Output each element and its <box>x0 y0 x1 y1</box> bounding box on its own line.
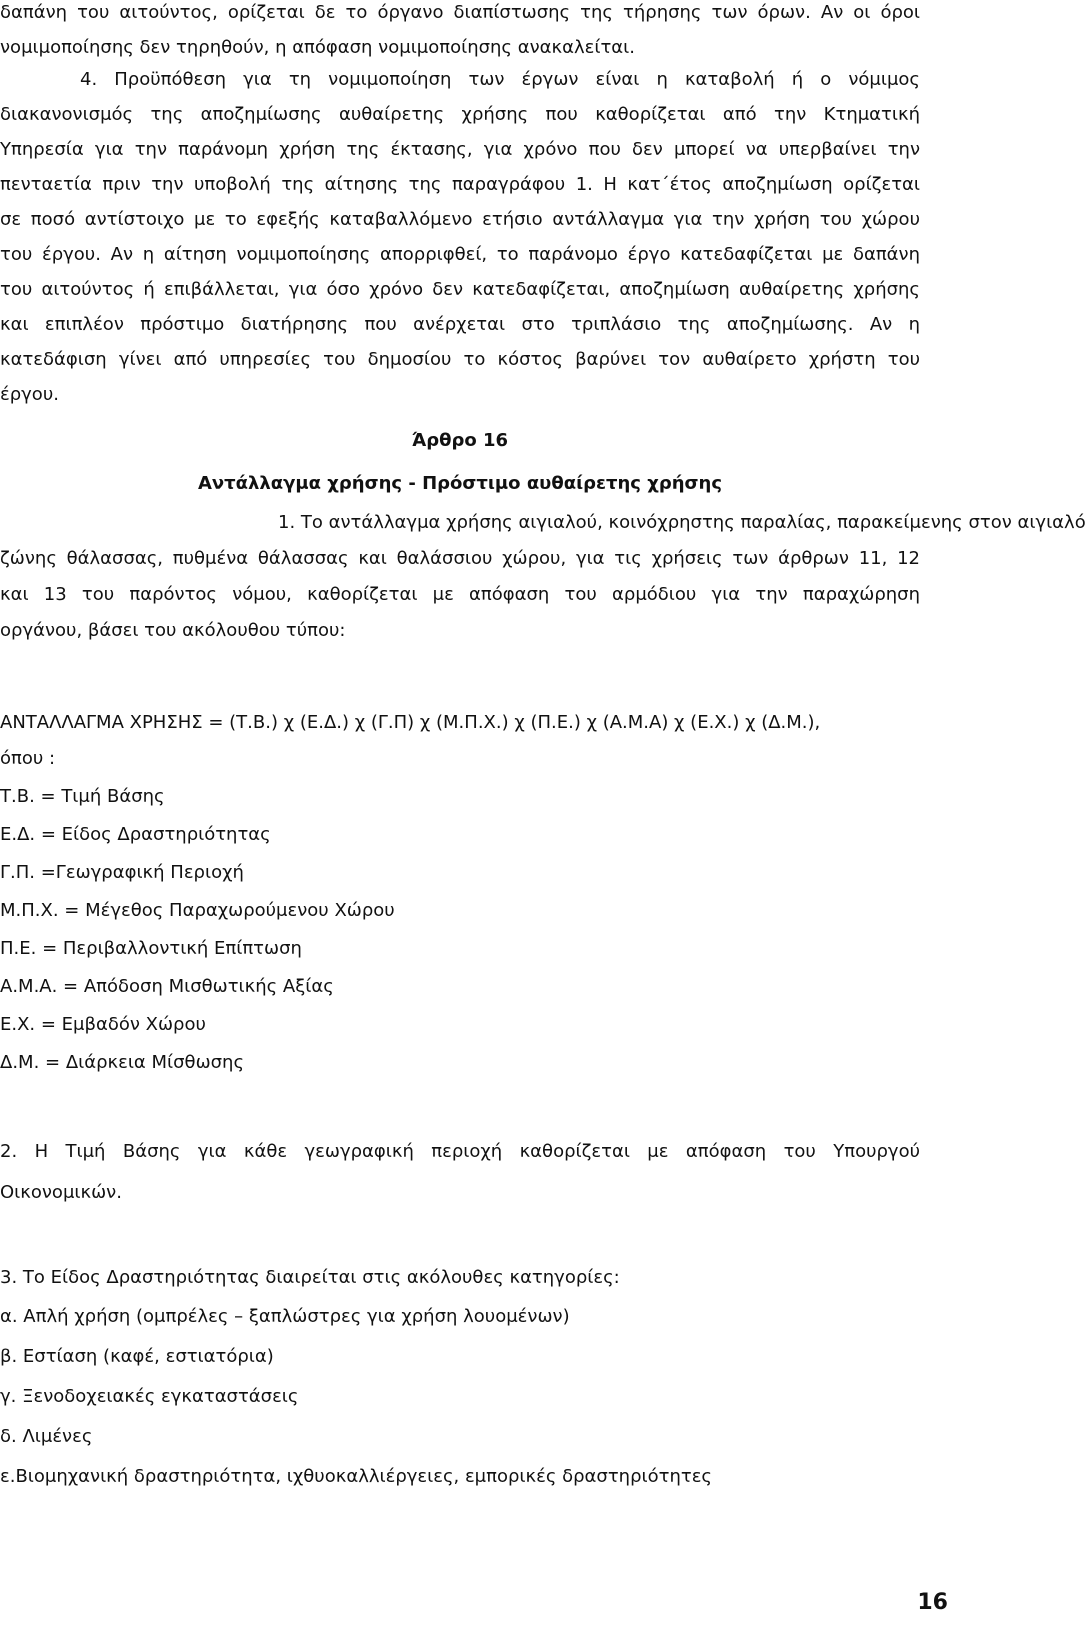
definition-item: Π.Ε. = Περιβαλλοντική Επίπτωση <box>0 938 302 959</box>
text-line: ζώνης θάλασσας, πυθμένα θάλασσας και θαλάσσιου χώρου, για τις χρήσεις των άρθρων 11, 12 <box>0 548 920 569</box>
text-line: 3. Το Είδος Δραστηριότητας διαιρείται στις ακόλουθες κατηγορίες: <box>0 1267 620 1288</box>
list-item: δ. Λιμένες <box>0 1426 93 1447</box>
text-line: διακανονισμός της αποζημίωσης αυθαίρετης χρήσης που καθορίζεται από την Κτηματική <box>0 104 920 125</box>
text-line: 4. Προϋπόθεση για τη νομιμοποίηση των έργων είναι η καταβολή ή ο νόμιμος <box>80 69 920 90</box>
text-line: 1. Το αντάλλαγμα χρήσης αιγιαλού, κοινόχρηστης παραλίας, παρακείμενης στον αιγιαλό <box>278 512 1086 533</box>
list-item: γ. Ξενοδοχειακές εγκαταστάσεις <box>0 1386 299 1407</box>
definition-item: Ε.Δ. = Είδος Δραστηριότητας <box>0 824 271 845</box>
text-line: οργάνου, βάσει του ακόλουθου τύπου: <box>0 620 346 641</box>
text-line: νομιμοποίησης δεν τηρηθούν, η απόφαση νομιμοποίησης ανακαλείται. <box>0 37 635 58</box>
text-line: του έργου. Αν η αίτηση νομιμοποίησης απορριφθεί, το παράνομο έργο κατεδαφίζεται με δαπάνη <box>0 244 920 265</box>
formula-where: όπου : <box>0 748 56 769</box>
text-line: κατεδάφιση γίνει από υπηρεσίες του δημοσίου το κόστος βαρύνει τον αυθαίρετο χρήστη του <box>0 349 920 370</box>
article-title: Άρθρο 16 <box>411 430 509 451</box>
definition-item: Α.Μ.Α. = Απόδοση Μισθωτικής Αξίας <box>0 976 334 997</box>
text-line: και 13 του παρόντος νόμου, καθορίζεται με απόφαση του αρμόδιου για την παραχώρηση <box>0 584 920 605</box>
text-line: σε ποσό αντίστοιχο με το εφεξής καταβαλλόμενο ετήσιο αντάλλαγμα για την χρήση του χώρου <box>0 209 920 230</box>
formula-line: ΑΝΤΑΛΛΑΓΜΑ ΧΡΗΣΗΣ = (Τ.Β.) χ (Ε.Δ.) χ (Γ.Π) χ (Μ.Π.Χ.) χ (Π.Ε.) χ (Α.Μ.Α) χ (Ε.Χ.) χ (Δ.Μ.), <box>0 712 821 733</box>
text-line: δαπάνη του αιτούντος, ορίζεται δε το όργανο διαπίστωσης της τήρησης των όρων. Αν οι όροι <box>0 2 920 23</box>
definition-item: Δ.Μ. = Διάρκεια Μίσθωσης <box>0 1052 245 1073</box>
text-line: Οικονομικών. <box>0 1182 122 1203</box>
list-item: ε.Βιομηχανική δραστηριότητα, ιχθυοκαλλιέργειες, εμπορικές δραστηριότητες <box>0 1466 712 1487</box>
page-number: 16 <box>917 1590 948 1615</box>
text-line: έργου. <box>0 384 59 405</box>
text-line: του αιτούντος ή επιβάλλεται, για όσο χρόνο δεν κατεδαφίζεται, αποζημίωση αυθαίρετης χρήσης <box>0 279 920 300</box>
text-line: πενταετία πριν την υποβολή της αίτησης της παραγράφου 1. Η κατ΄έτος αποζημίωση ορίζεται <box>0 174 920 195</box>
definition-item: Ε.Χ. = Εμβαδόν Χώρου <box>0 1014 206 1035</box>
text-line: 2. Η Τιμή Βάσης για κάθε γεωγραφική περιοχή καθορίζεται με απόφαση του Υπουργού <box>0 1141 920 1162</box>
article-subtitle: Αντάλλαγμα χρήσης - Πρόστιμο αυθαίρετης χρήσης <box>197 473 723 494</box>
list-item: α. Απλή χρήση (ομπρέλες – ξαπλώστρες για χρήση λουομένων) <box>0 1306 570 1327</box>
definition-item: Γ.Π. =Γεωγραφική Περιοχή <box>0 862 244 883</box>
definition-item: Μ.Π.Χ. = Μέγεθος Παραχωρούμενου Χώρου <box>0 900 395 921</box>
list-item: β. Εστίαση (καφέ, εστιατόρια) <box>0 1346 274 1367</box>
text-line: Υπηρεσία για την παράνομη χρήση της έκτασης, για χρόνο που δεν μπορεί να υπερβαίνει την <box>0 139 920 160</box>
definition-item: Τ.Β. = Τιμή Βάσης <box>0 786 165 807</box>
text-line: και επιπλέον πρόστιμο διατήρησης που ανέρχεται στο τριπλάσιο της αποζημίωσης. Αν η <box>0 314 920 335</box>
